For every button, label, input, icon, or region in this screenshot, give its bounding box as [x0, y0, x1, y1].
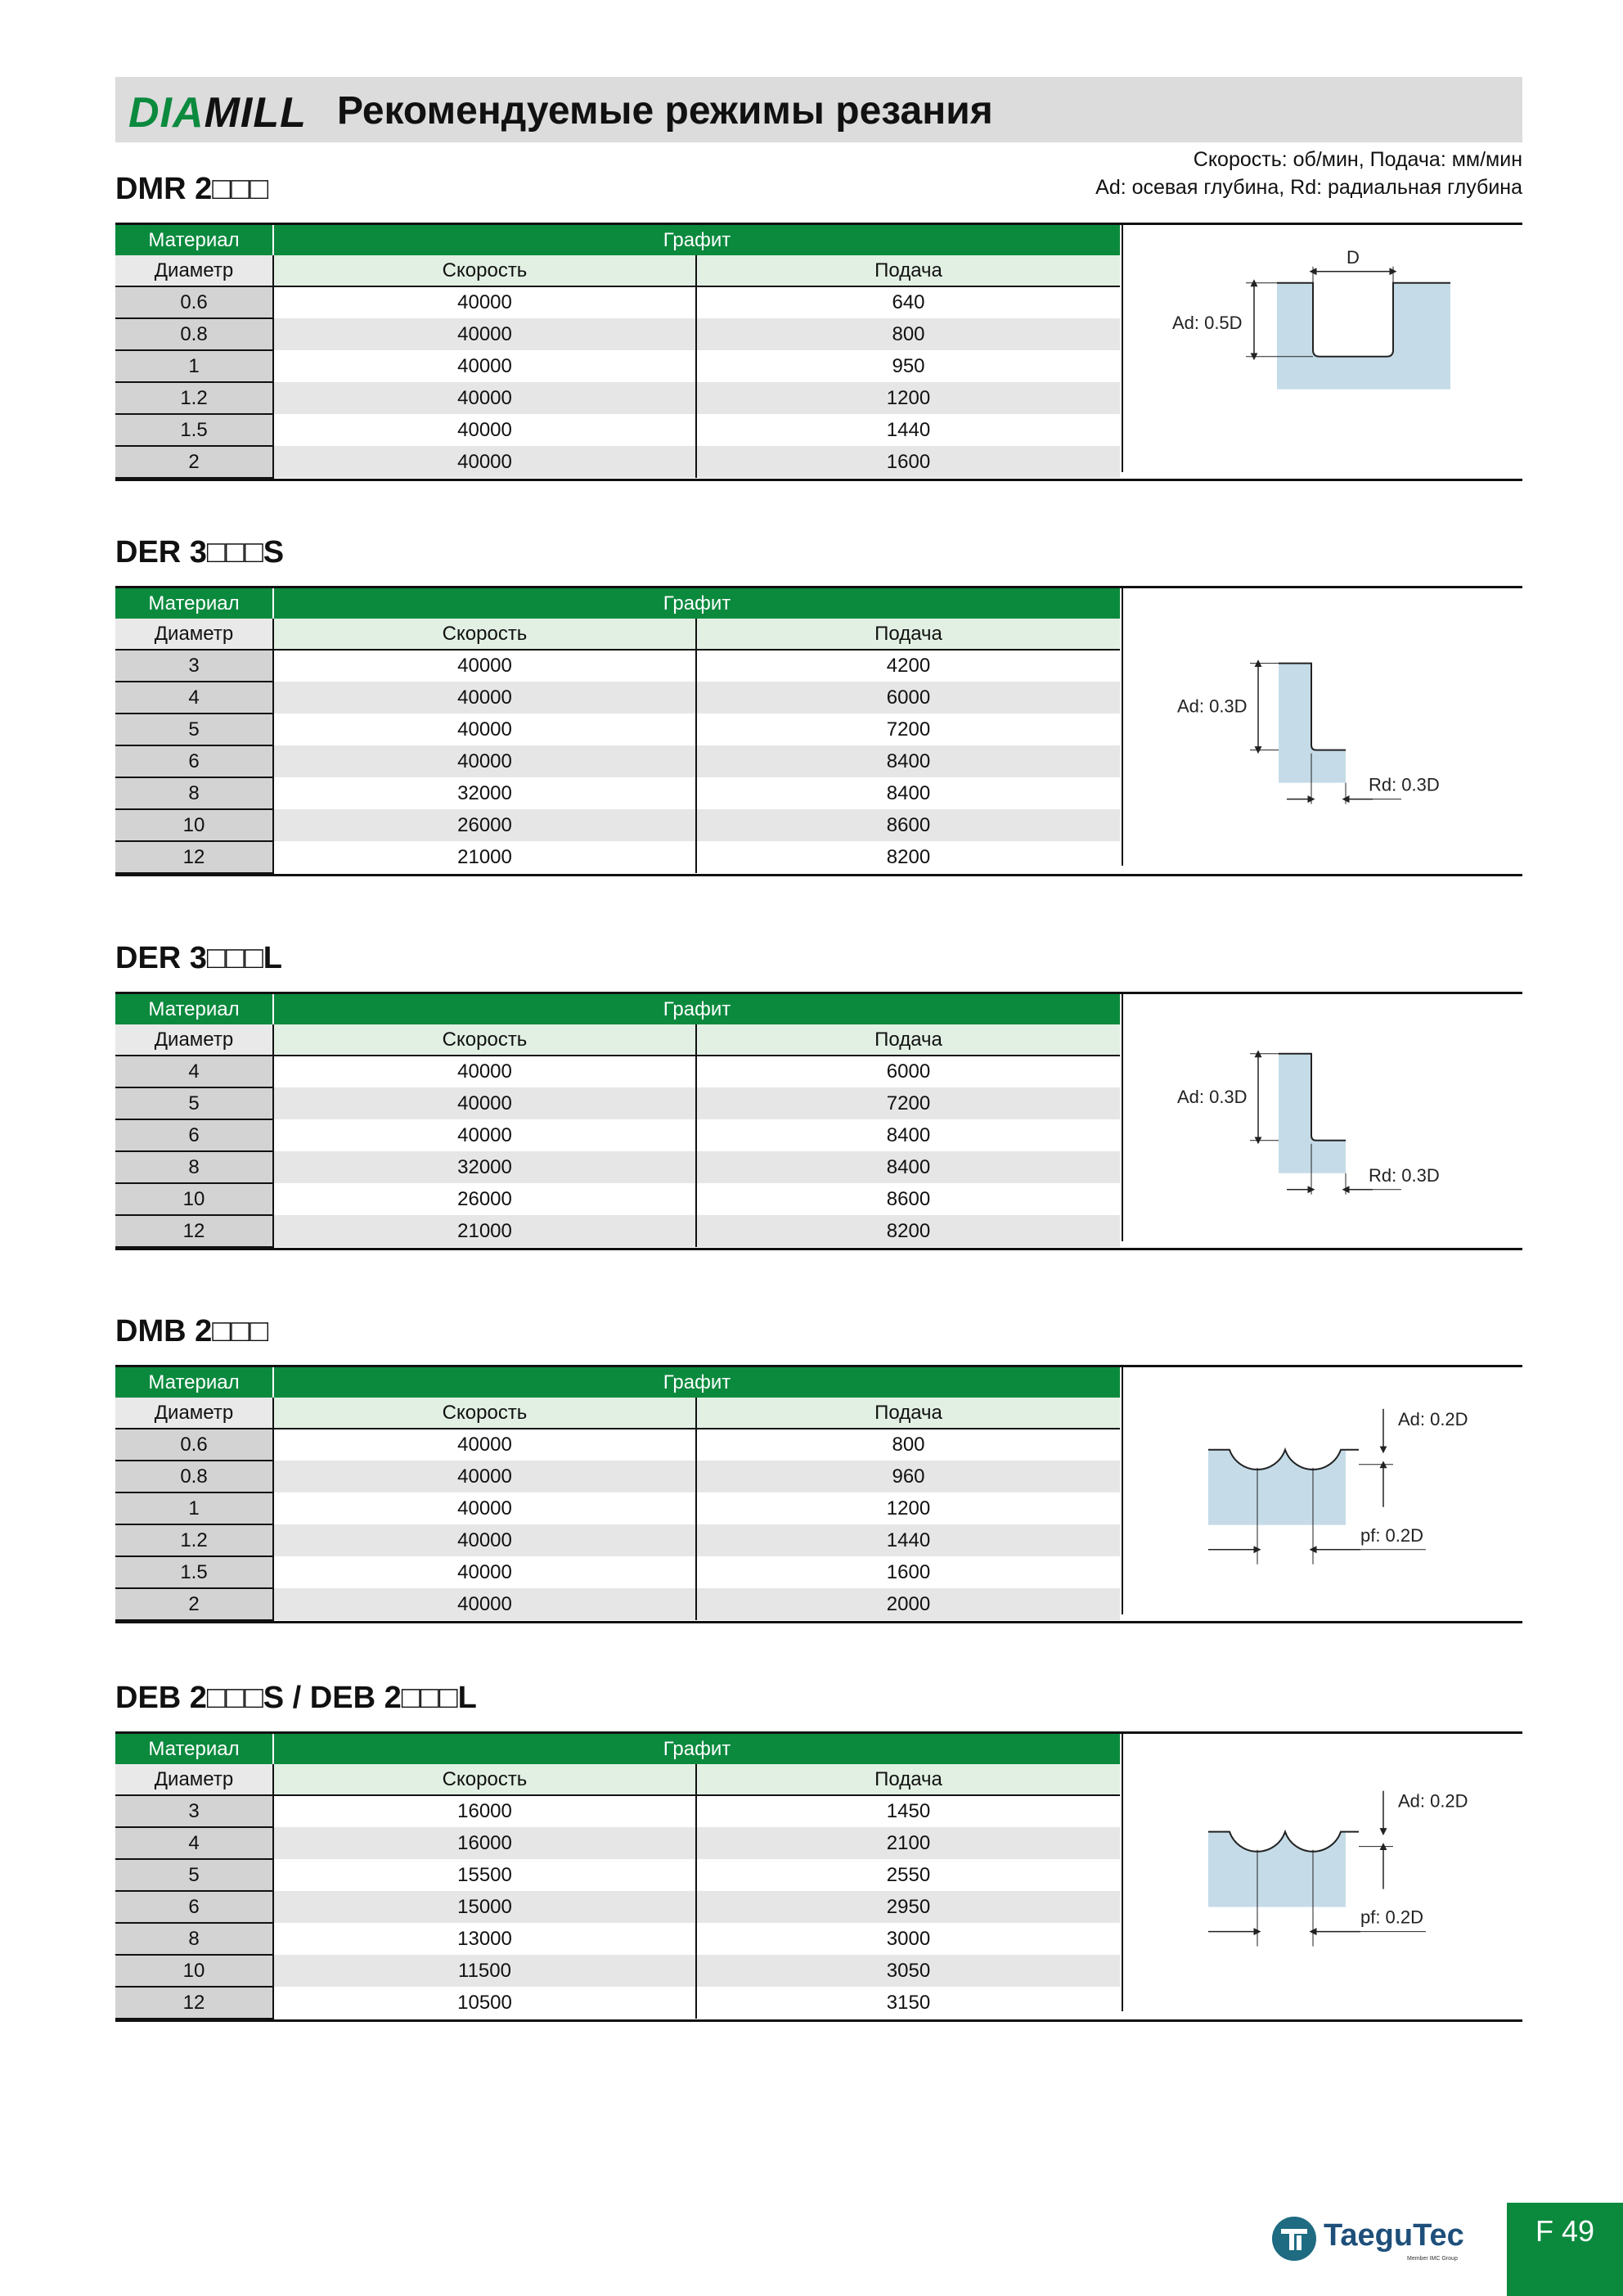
material-header: Материал	[115, 225, 273, 255]
speed-cell: 32000	[273, 777, 696, 809]
speed-cell: 40000	[273, 650, 696, 682]
header-bar	[115, 77, 1522, 142]
feed-header: Подача	[696, 1764, 1120, 1795]
feed-cell: 1200	[886, 1497, 931, 1519]
feed-cell: 6000	[696, 682, 1120, 714]
ad-label: Ad: 0.2D	[1397, 1790, 1468, 1812]
table-row	[115, 1588, 1120, 1620]
speed-header: Скорость	[273, 255, 696, 286]
section-title: DER 3□□□L	[115, 941, 282, 975]
cutting-data-table	[115, 992, 1522, 1250]
material-header: Материал	[115, 994, 273, 1024]
cutting-diagram	[1123, 1367, 1524, 1614]
diagram-panel	[1122, 1734, 1524, 2011]
feed-cell: 800	[696, 318, 1120, 350]
diameter-cell: 5	[115, 1859, 273, 1891]
diameter-header: Диаметр	[115, 255, 273, 286]
diameter-header: Диаметр	[115, 1398, 273, 1429]
feed-cell: 960	[696, 1461, 1120, 1492]
feed-cell: 3000	[886, 1927, 931, 1950]
rd-label: Rd: 0.3D	[1368, 1164, 1440, 1186]
table-row	[115, 414, 1120, 446]
diameter-cell: 12	[115, 1987, 273, 2019]
graphite-header: Графит	[273, 225, 1120, 255]
table-row	[115, 1524, 1120, 1556]
feed-header: Подача	[696, 1398, 1120, 1429]
speed-cell: 40000	[273, 682, 696, 714]
table-row	[115, 1891, 1120, 1923]
feed-cell: 950	[892, 354, 925, 377]
table-row	[115, 350, 1120, 382]
diameter-cell: 1.5	[115, 1556, 273, 1588]
feed-cell: 2550	[886, 1863, 931, 1886]
table-row	[115, 745, 1120, 777]
feed-cell: 4200	[886, 655, 931, 677]
table-row	[115, 1492, 1120, 1524]
table-row	[115, 1215, 1120, 1247]
diameter-cell: 2	[115, 446, 273, 478]
diameter-cell: 1	[115, 350, 273, 382]
speed-cell: 10500	[273, 1987, 696, 2019]
feed-cell: 640	[892, 291, 925, 313]
table-row	[115, 286, 1120, 318]
speed-header: Скорость	[273, 1398, 696, 1429]
diameter-cell: 8	[115, 1151, 273, 1183]
diameter-cell: 0.6	[115, 1429, 273, 1461]
speed-cell: 40000	[273, 350, 696, 382]
table-row	[115, 318, 1120, 350]
section-title: DMR 2□□□	[115, 172, 269, 206]
taegutec-wordmark: TaeguTec	[1324, 2218, 1464, 2253]
feed-cell: 1600	[886, 1560, 931, 1583]
speed-cell: 13000	[273, 1923, 696, 1955]
table-row	[115, 1955, 1120, 1987]
speed-cell: 40000	[273, 446, 696, 478]
feed-cell: 3150	[886, 1991, 931, 2014]
feed-cell: 1200	[696, 382, 1120, 414]
rd-label: Rd: 0.3D	[1368, 774, 1440, 795]
table-row	[115, 1183, 1120, 1215]
table-row	[115, 1795, 1120, 1827]
pf-label: pf: 0.2D	[1360, 1907, 1423, 1928]
speed-cell: 40000	[273, 745, 696, 777]
diameter-cell: 6	[115, 1119, 273, 1151]
graphite-header: Графит	[273, 1734, 1120, 1764]
table-row	[115, 1556, 1120, 1588]
cutting-diagram	[1123, 994, 1524, 1241]
feed-header: Подача	[696, 1024, 1120, 1056]
feed-cell: 3050	[696, 1955, 1120, 1987]
feed-cell: 8200	[886, 845, 931, 868]
table-row	[115, 1923, 1120, 1955]
ad-label: Ad: 0.3D	[1177, 1086, 1248, 1107]
feed-cell: 7200	[886, 718, 931, 741]
table-row	[115, 1056, 1120, 1087]
taegutec-logo	[1270, 2209, 1474, 2267]
diameter-cell: 10	[115, 809, 273, 841]
diameter-cell: 12	[115, 841, 273, 873]
cutting-data-table	[115, 223, 1522, 481]
table-row	[115, 1087, 1120, 1119]
cutting-diagram	[1123, 588, 1524, 866]
feed-cell: 2100	[696, 1827, 1120, 1859]
speed-cell: 21000	[273, 1215, 696, 1247]
speed-cell: 11500	[273, 1955, 696, 1987]
speed-cell: 40000	[273, 1556, 696, 1588]
feed-cell: 8600	[696, 809, 1120, 841]
ad-label: Ad: 0.2D	[1397, 1408, 1468, 1429]
diameter-cell: 6	[115, 1891, 273, 1923]
diameter-cell: 4	[115, 1827, 273, 1859]
feed-cell: 8400	[696, 745, 1120, 777]
diagram-panel	[1122, 225, 1524, 472]
d-label: D	[1347, 246, 1360, 268]
speed-cell: 16000	[273, 1795, 696, 1827]
graphite-header: Графит	[273, 588, 1120, 619]
table-row	[115, 777, 1120, 809]
diameter-cell: 8	[115, 1923, 273, 1955]
cutting-diagram	[1123, 225, 1524, 472]
speed-cell: 26000	[273, 809, 696, 841]
feed-cell: 8400	[886, 781, 931, 804]
speed-cell: 40000	[273, 286, 696, 318]
speed-cell: 26000	[273, 1183, 696, 1215]
speed-cell: 40000	[273, 1492, 696, 1524]
diameter-header: Диаметр	[115, 1024, 273, 1056]
feed-cell: 6000	[886, 1060, 931, 1083]
diameter-cell: 5	[115, 1087, 273, 1119]
cutting-diagram	[1123, 1734, 1524, 2011]
feed-header: Подача	[696, 619, 1120, 650]
table-row	[115, 1429, 1120, 1461]
feed-cell: 1440	[886, 418, 931, 441]
diameter-cell: 6	[115, 745, 273, 777]
section-title: DER 3□□□S	[115, 535, 285, 569]
table-row	[115, 1119, 1120, 1151]
table-row	[115, 682, 1120, 714]
diameter-cell: 1	[115, 1492, 273, 1524]
feed-cell: 2950	[696, 1891, 1120, 1923]
speed-cell: 40000	[273, 382, 696, 414]
pf-label: pf: 0.2D	[1360, 1524, 1423, 1546]
diameter-cell: 1.2	[115, 382, 273, 414]
speed-cell: 40000	[273, 714, 696, 745]
speed-cell: 40000	[273, 1588, 696, 1620]
cutting-data-table	[115, 586, 1522, 876]
feed-cell: 8400	[696, 1151, 1120, 1183]
speed-header: Скорость	[273, 619, 696, 650]
feed-cell: 8200	[696, 1215, 1120, 1247]
graphite-header: Графит	[273, 1367, 1120, 1398]
speed-cell: 40000	[273, 1524, 696, 1556]
diameter-cell: 2	[115, 1588, 273, 1620]
cutting-data-table	[115, 1731, 1522, 2022]
page-number-badge: F 49	[1507, 2203, 1623, 2296]
speed-cell: 40000	[273, 1056, 696, 1087]
section-title: DEB 2□□□S / DEB 2□□□L	[115, 1681, 477, 1715]
table-row	[115, 650, 1120, 682]
table-row	[115, 1151, 1120, 1183]
diameter-cell: 4	[115, 682, 273, 714]
feed-header: Подача	[696, 255, 1120, 286]
table-row	[115, 1987, 1120, 2019]
ad-label: Ad: 0.3D	[1177, 696, 1248, 717]
table-row	[115, 1461, 1120, 1492]
diameter-cell: 3	[115, 1795, 273, 1827]
feed-cell: 1600	[696, 446, 1120, 478]
feed-cell: 1450	[886, 1800, 931, 1822]
units-legend	[1095, 146, 1522, 201]
material-header: Материал	[115, 588, 273, 619]
feed-cell: 800	[892, 1434, 925, 1456]
page-title: Рекомендуемые режимы резания	[337, 89, 993, 133]
diameter-cell: 10	[115, 1955, 273, 1987]
cutting-data-table	[115, 1365, 1522, 1623]
diameter-cell: 1.2	[115, 1524, 273, 1556]
speed-cell: 40000	[273, 1461, 696, 1492]
workpiece-shape	[1277, 283, 1450, 389]
table-row	[115, 1859, 1120, 1891]
legend-line-depths: Ad: осевая глубина, Rd: радиальная глубина	[1095, 176, 1522, 199]
material-header: Материал	[115, 1734, 273, 1764]
table-row	[115, 1827, 1120, 1859]
feed-cell: 2000	[696, 1588, 1120, 1620]
diagram-panel	[1122, 1367, 1524, 1614]
diameter-cell: 0.8	[115, 1461, 273, 1492]
legend-line-units: Скорость: об/мин, Подача: мм/мин	[1193, 148, 1522, 171]
table-row	[115, 809, 1120, 841]
speed-cell: 40000	[273, 1119, 696, 1151]
speed-cell: 40000	[273, 1429, 696, 1461]
feed-cell: 7200	[696, 1087, 1120, 1119]
material-header: Материал	[115, 1367, 273, 1398]
table-row	[115, 841, 1120, 873]
section-title: DMB 2□□□	[115, 1314, 269, 1348]
diameter-header: Диаметр	[115, 619, 273, 650]
graphite-header: Графит	[273, 994, 1120, 1024]
speed-cell: 15500	[273, 1859, 696, 1891]
diagram-panel	[1122, 588, 1524, 866]
table-row	[115, 714, 1120, 745]
diameter-cell: 0.6	[115, 286, 273, 318]
diagram-panel	[1122, 994, 1524, 1241]
table-row	[115, 446, 1120, 478]
diameter-cell: 12	[115, 1215, 273, 1247]
diameter-cell: 10	[115, 1183, 273, 1215]
diameter-cell: 3	[115, 650, 273, 682]
feed-cell: 8600	[886, 1187, 931, 1210]
speed-header: Скорость	[273, 1024, 696, 1056]
diamill-logo: DIAMILL	[128, 89, 307, 137]
ad-label: Ad: 0.5D	[1172, 312, 1243, 333]
speed-cell: 40000	[273, 414, 696, 446]
diameter-cell: 5	[115, 714, 273, 745]
speed-cell: 40000	[273, 1087, 696, 1119]
feed-cell: 1440	[696, 1524, 1120, 1556]
taegutec-tagline: Member IMC Group	[1407, 2256, 1458, 2262]
feed-cell: 8400	[886, 1123, 931, 1146]
speed-cell: 16000	[273, 1827, 696, 1859]
diameter-cell: 4	[115, 1056, 273, 1087]
speed-header: Скорость	[273, 1764, 696, 1795]
speed-cell: 40000	[273, 318, 696, 350]
speed-cell: 32000	[273, 1151, 696, 1183]
speed-cell: 15000	[273, 1891, 696, 1923]
diameter-header: Диаметр	[115, 1764, 273, 1795]
speed-cell: 21000	[273, 841, 696, 873]
diameter-cell: 0.8	[115, 318, 273, 350]
diameter-cell: 8	[115, 777, 273, 809]
table-row	[115, 382, 1120, 414]
diameter-cell: 1.5	[115, 414, 273, 446]
